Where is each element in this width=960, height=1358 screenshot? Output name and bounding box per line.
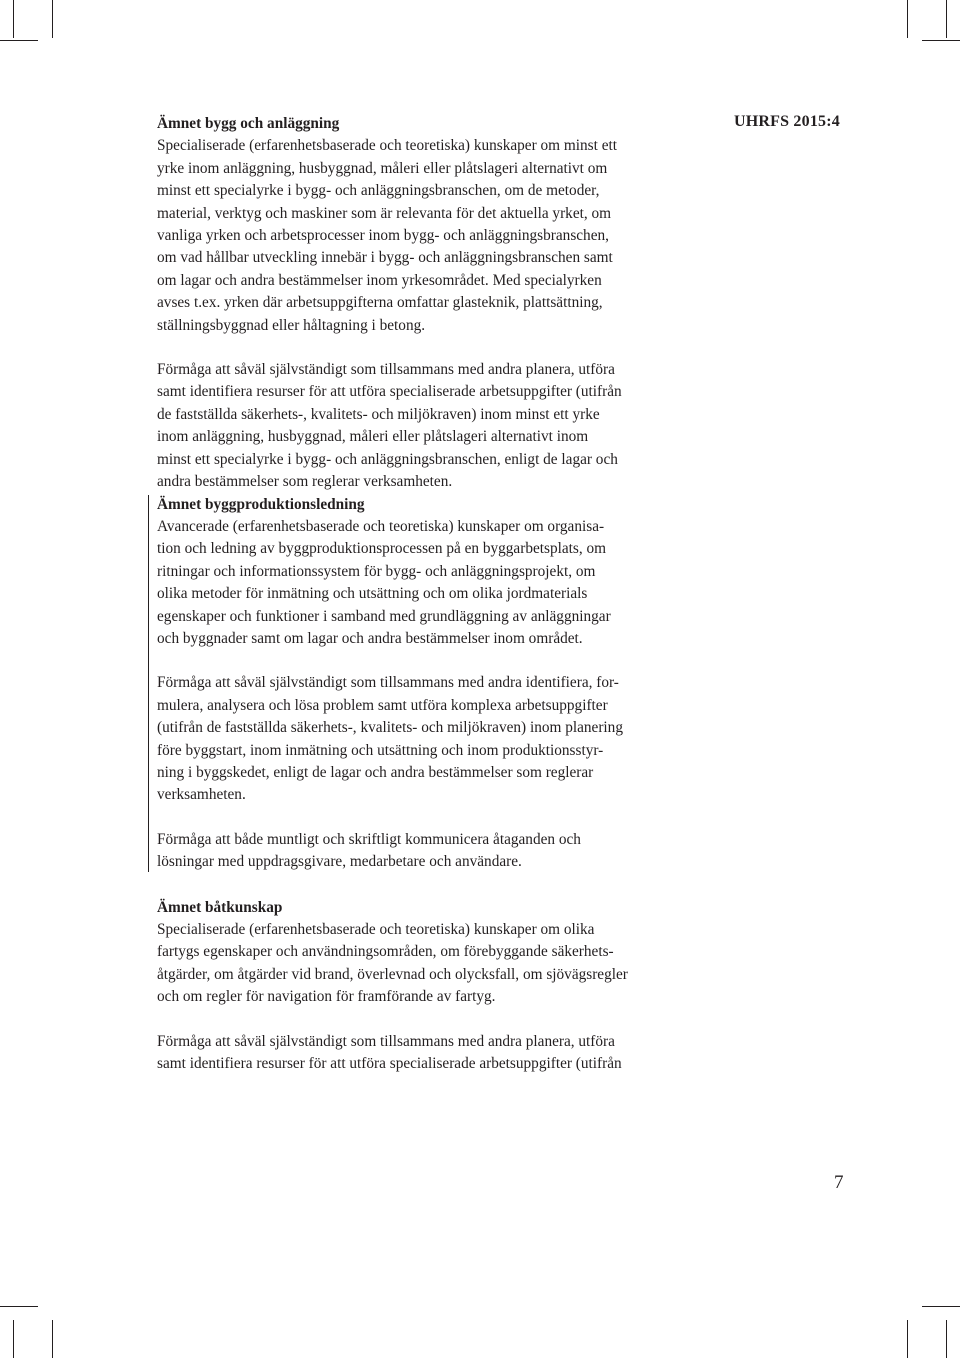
text-line: Förmåga att såväl självständigt som tillsammans med andra planera, utföra [157, 361, 615, 379]
text-line: andra bestämmelser som reglerar verksamheten. [157, 473, 453, 491]
text-line: om lagar och andra bestämmelser inom yrkesområdet. Med specialyrken [157, 271, 602, 289]
crop-mark [0, 40, 38, 41]
text-line: samt identifiera resurser för att utföra specialiserade arbetsuppgifter (utifrån [157, 1055, 622, 1073]
section [157, 494, 717, 874]
document-code: UHRFS 2015:4 [734, 113, 840, 130]
text-line: verksamheten. [157, 786, 246, 804]
crop-mark [946, 1320, 947, 1358]
crop-mark [946, 0, 947, 38]
text-line: vanliga yrken och arbetsprocesser inom bygg- och anläggningsbranschen, [157, 227, 609, 245]
paragraph [157, 672, 717, 806]
change-bar [148, 495, 149, 872]
text-line: egenskaper och funktioner i samband med grundläggning av anläggningar [157, 607, 611, 625]
text-line: Förmåga att både muntligt och skriftligt kommunicera åtaganden och [157, 830, 581, 848]
text-line: Förmåga att såväl självständigt som tillsammans med andra planera, utföra [157, 1032, 615, 1050]
text-line: och om regler för navigation för framförande av fartyg. [157, 988, 496, 1006]
paragraph [157, 135, 717, 337]
section-heading: Ämnet byggproduktionsledning [157, 495, 365, 513]
paragraph [157, 516, 717, 650]
text-line: ställningsbyggnad eller håltagning i betong. [157, 316, 426, 334]
text-line: Specialiserade (erfarenhetsbaserade och teoretiska) kunskaper om olika [157, 921, 595, 938]
text-line: inom anläggning, husbyggnad, måleri eller plåtslageri alternativt inom [157, 428, 589, 446]
crop-mark [922, 40, 960, 41]
text-line: om vad hållbar utveckling innebär i bygg- och anläggningsbranschen samt [157, 249, 613, 267]
text-line: de fastställda säkerhets-, kvalitets- och miljökraven) inom minst ett yrke [157, 405, 600, 423]
text-line: avses t.ex. yrken där arbetsuppgifterna omfattar glasteknik, plattsättning, [157, 294, 603, 312]
text-line: minst ett specialyrke i bygg- och anläggningsbranschen, om de metoder, [157, 182, 600, 200]
text-line: ning i byggskedet, enligt de lagar och andra bestämmelser som reglerar [157, 763, 594, 781]
paragraph [157, 919, 717, 1009]
crop-mark [922, 1306, 960, 1307]
text-line: minst ett specialyrke i bygg- och anläggningsbranschen, enligt de lagar och [157, 450, 618, 468]
text-line: och byggnader samt om lagar och andra bestämmelser inom området. [157, 629, 583, 647]
crop-mark [907, 1320, 908, 1358]
paragraph [157, 1031, 717, 1076]
paragraph [157, 829, 717, 874]
text-line: (utifrån de fastställda säkerhets-, kvalitets- och miljökraven) inom planering [157, 719, 623, 737]
paragraph [157, 359, 717, 493]
text-line: lösningar med uppdragsgivare, medarbetare och användare. [157, 853, 522, 871]
text-line: Avancerade (erfarenhetsbaserade och teoretiska) kunskaper om organisa- [157, 517, 605, 535]
crop-mark [52, 0, 53, 38]
section [157, 897, 717, 1076]
crop-mark [13, 1320, 14, 1358]
text-line: Specialiserade (erfarenhetsbaserade och teoretiska) kunskaper om minst ett [157, 137, 617, 155]
text-line: material, verktyg och maskiner som är relevanta för det aktuella yrket, om [157, 204, 612, 222]
section-heading: Ämnet bygg och anläggning [157, 115, 340, 132]
text-line: fartygs egenskaper och användningsområden, om förebyggande säkerhets- [157, 943, 614, 961]
text-line: samt identifiera resurser för att utföra specialiserade arbetsuppgifter (utifrån [157, 383, 622, 401]
crop-mark [52, 1320, 53, 1358]
section-heading: Ämnet båtkunskap [157, 898, 283, 916]
page-content [157, 113, 717, 1099]
text-line: mulera, analysera och lösa problem samt utföra komplexa arbetsuppgifter [157, 696, 608, 714]
crop-mark [13, 0, 14, 38]
text-line: Förmåga att såväl självständigt som tillsammans med andra identifiera, for- [157, 674, 619, 692]
text-line: före byggstart, inom inmätning och utsättning och inom produktionsstyr- [157, 741, 604, 759]
text-line: ritningar och informationssystem för bygg- och anläggningsprojekt, om [157, 562, 596, 580]
text-line: åtgärder, om åtgärder vid brand, överlevnad och olycksfall, om sjövägsregler [157, 965, 628, 983]
crop-mark [0, 1306, 38, 1307]
text-line: yrke inom anläggning, husbyggnad, måleri eller plåtslageri alternativt om [157, 159, 608, 177]
section [157, 113, 717, 494]
text-line: olika metoder för inmätning och utsättning och om olika jordmaterials [157, 585, 588, 603]
text-line: tion och ledning av byggproduktionsprocessen på en byggarbetsplats, om [157, 540, 607, 558]
crop-mark [907, 0, 908, 38]
page-number: 7 [834, 1172, 844, 1193]
